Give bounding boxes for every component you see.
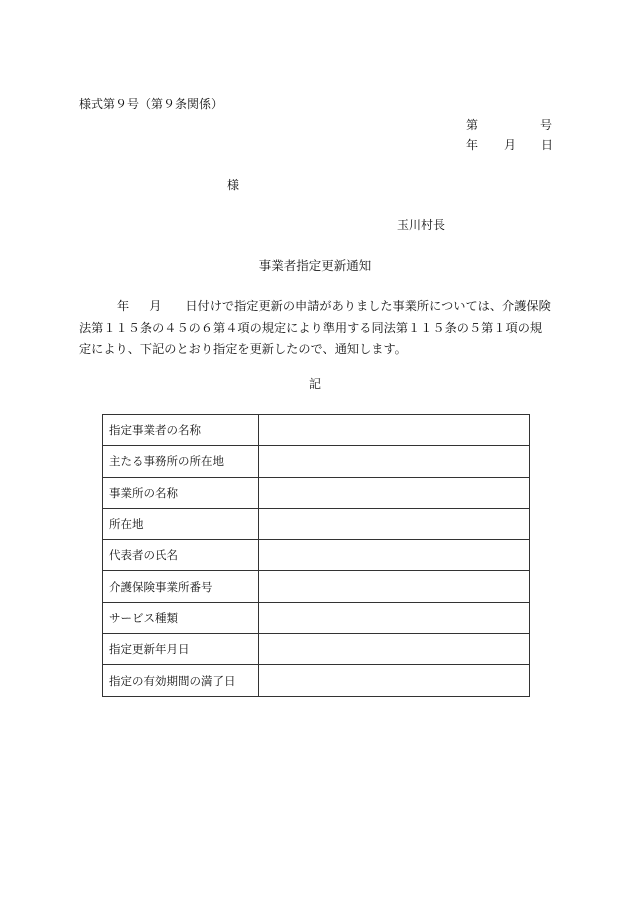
row-label: 指定事業者の名称 (103, 415, 259, 446)
row-label: 代表者の氏名 (103, 540, 259, 571)
row-value (259, 446, 530, 477)
table-row (103, 508, 530, 539)
body-line-3: 定により、下記のとおり指定を更新したので、通知します。 (79, 342, 407, 356)
table-row (103, 540, 530, 571)
table-row (103, 415, 530, 446)
table-row (103, 446, 530, 477)
row-label: サービス種類 (103, 602, 259, 633)
row-label: 事業所の名称 (103, 477, 259, 508)
row-value (259, 508, 530, 539)
issue-date-month-label: 月 (504, 138, 517, 152)
addressee-honorific: 様 (227, 178, 240, 192)
document-number-suffix: 号 (540, 118, 553, 132)
row-value (259, 415, 530, 446)
document-number-prefix: 第 (466, 118, 479, 132)
body-date-month: 月 (149, 299, 162, 313)
row-value (259, 571, 530, 602)
table-row (103, 477, 530, 508)
document-title: 事業者指定更新通知 (258, 258, 372, 273)
sender-name: 玉川村長 (397, 218, 446, 232)
body-date-year: 年 (117, 299, 130, 313)
notification-details-table (102, 414, 530, 697)
table-row (103, 634, 530, 665)
row-value (259, 540, 530, 571)
issue-date-year-label: 年 (466, 138, 479, 152)
table-row (103, 571, 530, 602)
row-label: 所在地 (103, 508, 259, 539)
row-label: 指定更新年月日 (103, 634, 259, 665)
row-value (259, 602, 530, 633)
ki-heading: 記 (308, 377, 321, 391)
row-value (259, 665, 530, 696)
row-label: 指定の有効期間の満了日 (103, 665, 259, 696)
body-line-2: 法第１１５条の４５の６第４項の規定により準用する同法第１１５条の５第１項の規 (79, 320, 543, 335)
table-row (103, 602, 530, 633)
row-label: 介護保険事業所番号 (103, 571, 259, 602)
row-value (259, 477, 530, 508)
form-number: 様式第９号（第９条関係） (79, 97, 224, 111)
issue-date-day-label: 日 (541, 138, 554, 152)
body-line-1 (79, 296, 554, 318)
body-paragraph (79, 296, 554, 361)
table-row (103, 665, 530, 696)
row-value (259, 634, 530, 665)
row-label: 主たる事務所の所在地 (103, 446, 259, 477)
body-line-1-text: 日付けで指定更新の申請がありました事業所については、介護保険 (185, 299, 551, 313)
